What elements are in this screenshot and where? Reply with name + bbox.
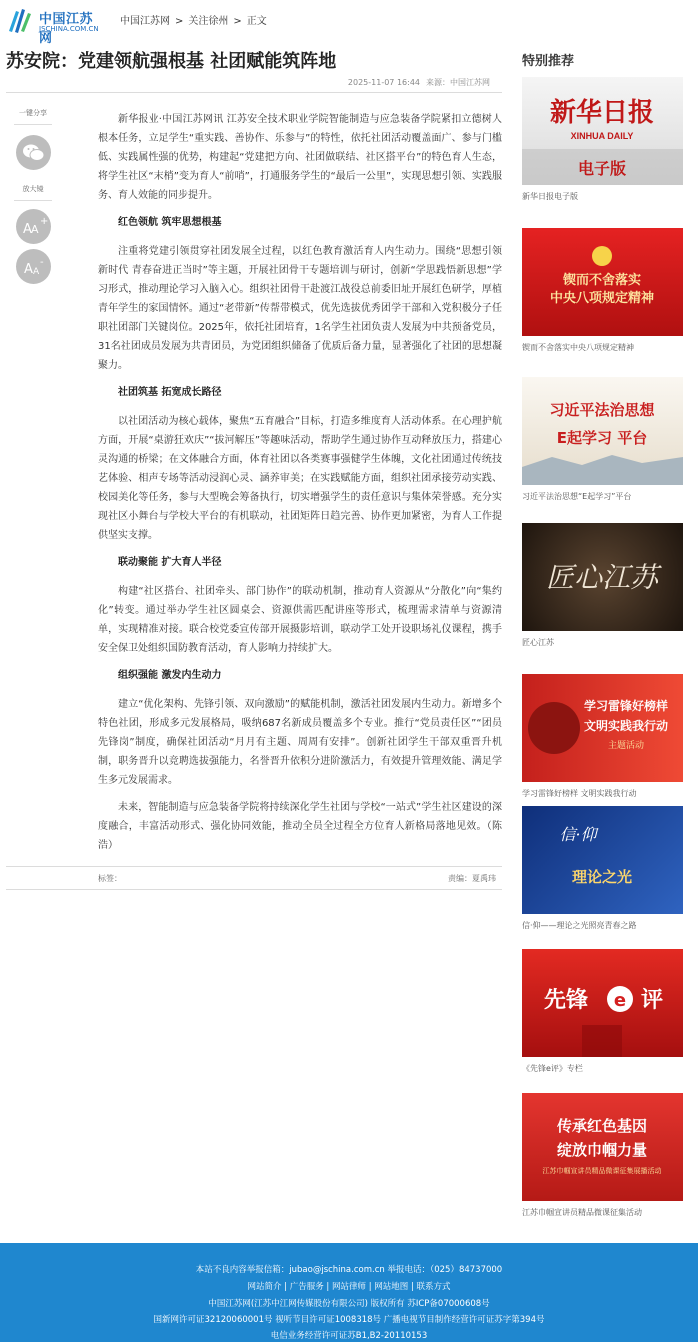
svg-text:E起学习 平台: E起学习 平台 [556, 429, 648, 447]
logo-name: 中国江苏网 [39, 12, 94, 46]
promo-image[interactable] [522, 1093, 683, 1201]
section-heading: 社团筑基 拓宽成长路径 [118, 387, 222, 398]
promo-caption[interactable]: 锲而不舍落实中央八项规定精神 [522, 343, 634, 352]
footer-licenses: 国新网许可证32120060001号 视听节目许可证1008318号 广播电视节目制作经营许可证苏字第394号 [153, 1315, 545, 1325]
breadcrumb-separator: > [175, 16, 184, 27]
promo-image[interactable] [522, 523, 683, 631]
women-speakers-graphic [522, 1093, 683, 1201]
svg-text:匠心江苏: 匠心江苏 [545, 561, 659, 594]
svg-text:+: + [39, 216, 48, 227]
eight-rules-graphic [522, 228, 683, 336]
promo-caption[interactable]: 信·仰——理论之光照亮青春之路 [522, 921, 637, 930]
font-increase-button[interactable] [16, 209, 51, 244]
share-divider [14, 124, 52, 125]
svg-text:主题活动: 主题活动 [607, 741, 645, 751]
promo-caption[interactable]: 《先锋e评》专栏 [522, 1064, 583, 1073]
article-editor: 责编：夏禹玮 [448, 874, 496, 883]
svg-text:学习雷锋好榜样: 学习雷锋好榜样 [583, 699, 669, 713]
svg-text:江苏巾帼宣讲员精品微课征集展播活动: 江苏巾帼宣讲员精品微课征集展播活动 [542, 1167, 662, 1175]
footer-report-line: 本站不良内容举报信箱：jubao@jschina.com.cn 举报电话：（025）84737000 [195, 1265, 503, 1275]
font-decrease-icon [16, 249, 51, 284]
tags-row [98, 873, 502, 884]
article-paragraph: 建立“优化架构、先锋引领、双向激励”的赋能机制，激活社团发展内生动力。新增多个特色社团，形成多元发展格局，吸纳687名新成员覆盖多个专业。推行“党员责任区”“团员先锋岗”制度，确保社团活动“月月有主题、周周有安排”。创新社团学生干部双重晋升机制，职务晋升以竞聘选拔强能力，名誉晋升依积分进阶激活力，有效提升管理效能、满足学生多元发展需求。 [98, 699, 502, 786]
craftsmanship-graphic [522, 523, 683, 631]
article-paragraph: 注重将党建引领贯穿社团发展全过程，以红色教育激活育人内生动力。围绕“思想引领新时代 青春奋进正当时”等主题，开展社团骨干专题培训与研讨，创新“学思践悟新思想”学习形式，推动理论学习入脑入心。组织社团骨干赴渡江战役总前委旧址开展红色研学，厚植青年学生的家国情怀。通过“老带新”传帮带模式，优先选拔优秀团学干部和入党积极分子任职社团部门关键岗位。2025年，依托社团培育，1名学生社团负责人发展为中共预备党员，31名社团成员发展为共青团员，为党团组织储备了优质后备力量，显著强化了社团的思想凝聚力。 [98, 246, 502, 371]
footer-copyright: 中国江苏网(江苏中江网传媒股份有限公司) 版权所有 苏ICP备07000608号 [208, 1299, 490, 1309]
wechat-share-button[interactable] [16, 135, 51, 170]
wechat-icon [16, 135, 51, 170]
breadcrumb-section[interactable]: 关注徐州 [188, 16, 229, 27]
promo-caption[interactable]: 匠心江苏 [522, 638, 554, 647]
tags-label: 标签： [98, 874, 122, 883]
article-paragraph: 未来，智能制造与应急装备学院将持续深化学生社团与学校“一站式”学生社区建设的深度融合，丰富活动形式、强化协同效能，推动全员全过程全方位育人新格局落地见效。（陈浩） [98, 802, 502, 851]
promo-image[interactable] [522, 806, 683, 914]
site-footer [0, 1243, 698, 1342]
tags-top-divider [6, 866, 502, 867]
svg-text:文明实践我行动: 文明实践我行动 [583, 719, 669, 733]
font-size-label: 放大镜 [22, 185, 44, 193]
breadcrumb-separator: > [233, 16, 242, 27]
top-header [0, 0, 698, 46]
article-meta [200, 77, 490, 88]
tags-bottom-divider [6, 889, 502, 890]
svg-text:中央八项规定精神: 中央八项规定精神 [549, 291, 655, 306]
logo-domain: JSCHINA.COM.CN [39, 25, 99, 33]
article-paragraph: 以社团活动为核心载体，聚焦“五育融合”目标，打造多维度育人活动体系。在心理护航方面，开展“桌游狂欢庆”“拔河解压”等趣味活动，帮助学生通过协作互动释放压力，搭建心灵沟通的桥梁；在文体融合方面，体育社团以各类赛事强健学生体魄，文化社团通过传统技艺体验、相声专场等活动浸润心灵、涵养审美；在实践赋能方面，组织社团承接劳动实践、校园美化等任务，参与大型晚会筹备执行，切实增强学生的责任意识与集体荣誉感。充分实现社区小舞台与学校大平台的有机联动，社团矩阵日趋完善、协作更加紧密，为育人工作提供坚实支撑。 [98, 416, 502, 541]
svg-text:A: A [23, 262, 33, 277]
svg-text:绽放巾帼力量: 绽放巾帼力量 [556, 1141, 648, 1159]
promo-image[interactable] [522, 228, 683, 336]
rule-of-law-graphic [522, 377, 683, 485]
footer-links[interactable]: 网站简介 | 广告服务 | 网站律师 | 网站地图 | 联系方式 [247, 1282, 451, 1292]
svg-text:-: - [39, 257, 44, 268]
svg-text:评: 评 [640, 988, 664, 1013]
promo-image[interactable] [522, 674, 683, 782]
svg-text:A: A [32, 267, 39, 277]
xinhua-daily-graphic [522, 77, 683, 185]
promo-caption[interactable]: 学习雷锋好榜样 文明实践我行动 [522, 789, 637, 798]
breadcrumb-home[interactable]: 中国江苏网 [120, 16, 170, 27]
footer-telecom-license: 电信业务经营许可证苏B1,B2-20110153 [270, 1331, 428, 1341]
svg-text:XINHUA DAILY: XINHUA DAILY [570, 131, 634, 141]
lei-feng-graphic [522, 674, 683, 782]
article-body [98, 110, 502, 863]
site-logo[interactable] [6, 5, 106, 46]
svg-text:电子版: 电子版 [577, 159, 627, 178]
pioneer-e-review-graphic [522, 949, 683, 1057]
promo-image[interactable] [522, 949, 683, 1057]
svg-text:e: e [613, 990, 627, 1011]
promo-caption[interactable]: 江苏巾帼宣讲员精品微课征集活动 [522, 1208, 642, 1217]
promo-caption[interactable]: 习近平法治思想“E起学习”平台 [522, 492, 632, 501]
svg-text:锲而不舍落实: 锲而不舍落实 [562, 273, 642, 288]
svg-text:理论之光: 理论之光 [571, 868, 633, 886]
svg-text:A: A [30, 223, 39, 236]
faith-graphic [522, 806, 683, 914]
share-toolbar [14, 108, 52, 284]
promo-caption[interactable]: 新华日报电子版 [522, 192, 578, 201]
font-divider [14, 200, 52, 201]
section-heading: 联动聚能 扩大育人半径 [118, 557, 222, 568]
breadcrumb [120, 12, 267, 27]
breadcrumb-current: 正文 [246, 16, 267, 27]
promo-image[interactable] [522, 377, 683, 485]
title-divider [6, 92, 502, 93]
section-heading: 组织强能 激发内生动力 [118, 670, 222, 681]
article-paragraph: 新华报业·中国江苏网讯 江苏安全技术职业学院智能制造与应急装备学院紧扣立德树人根本任务，立足学生“重实践、善协作、乐参与”的特性，依托社团活动覆盖面广、参与门槛低、实践属性强的优势，构建起“党建把方向、社团做联结、社区搭平台”的特色育人生态，将学生社区“末梢”变为育人“前哨”，打通服务学生的“最后一公里”，实现思想引领、实践服务、育人效能的同步提升。 [98, 114, 502, 201]
svg-text:新华日报: 新华日报 [549, 98, 655, 128]
font-increase-icon [16, 209, 51, 244]
share-label: 一键分享 [19, 109, 47, 117]
article-source: 来源：中国江苏网 [426, 78, 490, 87]
svg-text:习近平法治思想: 习近平法治思想 [549, 401, 655, 419]
sidebar-title: 特别推荐 [522, 54, 575, 69]
article-title: 苏安院：党建领航强根基 社团赋能筑阵地 [6, 51, 337, 72]
logo-mark-icon [6, 5, 36, 35]
svg-text:传承红色基因: 传承红色基因 [556, 1117, 648, 1135]
promo-image[interactable] [522, 77, 683, 185]
article-paragraph: 构建“社区搭台、社团牵头、部门协作”的联动机制，推动育人资源从“分散化”向“集约化”转变。通过举办学生社区圆桌会、资源供需匹配讲座等形式，梳理需求清单与资源清单，实现精准对接。联合校党委宣传部开展摄影培训，联动学工处开设职场礼仪课程，携手安全保卫处组织国防教育活动，育人影响力持续扩大。 [98, 586, 502, 654]
svg-text:先锋: 先锋 [543, 988, 589, 1013]
svg-text:A: A [22, 222, 32, 237]
svg-text:信·仰: 信·仰 [559, 825, 597, 844]
section-heading: 红色领航 筑牢思想根基 [118, 217, 222, 228]
font-decrease-button[interactable] [16, 249, 51, 284]
article-date: 2025-11-07 16:44 [347, 78, 420, 87]
